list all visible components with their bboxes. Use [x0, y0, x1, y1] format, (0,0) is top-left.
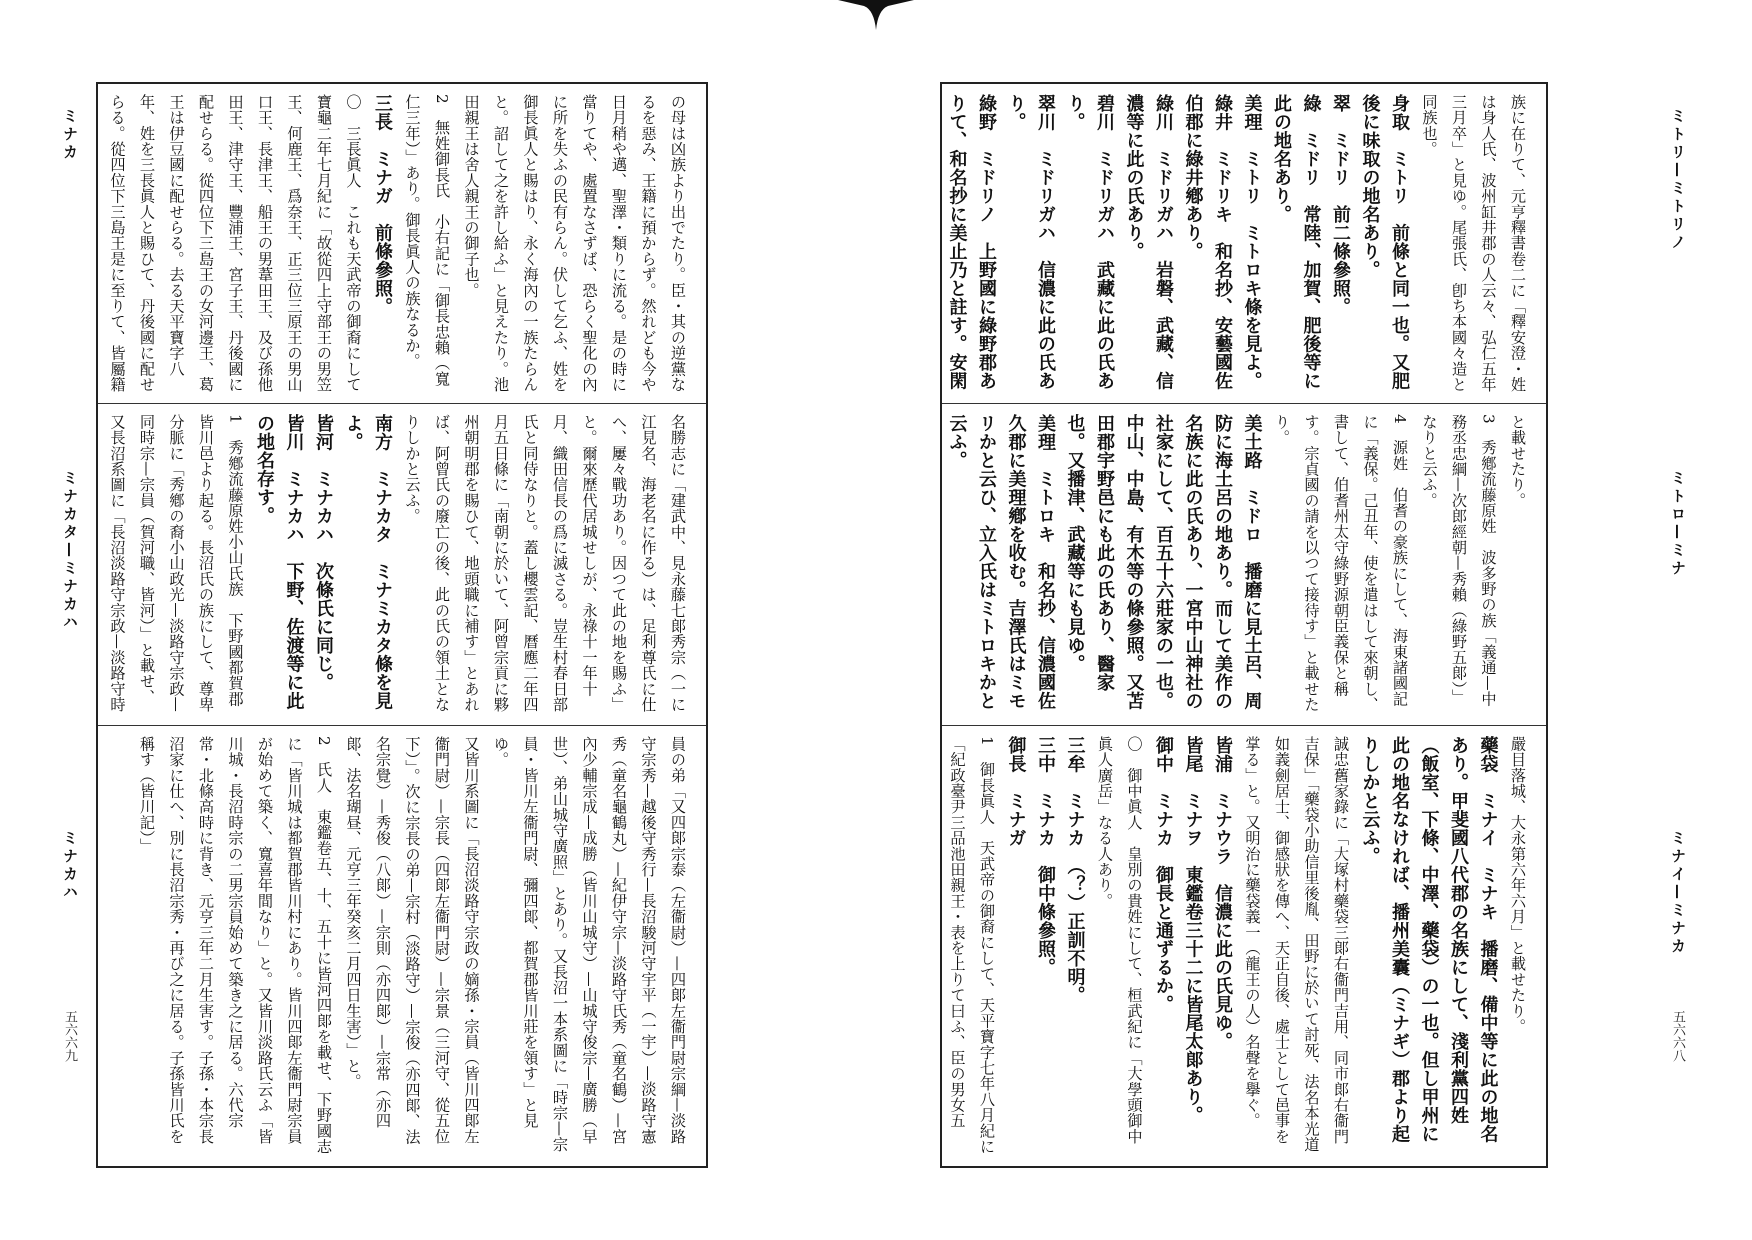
entry-text: 2 氏人 東鑑卷五、十、五十に皆河四郞を載せ、下野國志に「皆川城は都賀郡皆川村にあり。皆川四郞左衞門尉宗員が始めて築く、寬喜年間なり」と。又皆川淡路氏云ふ「皆川城・長沼時宗の二男宗員始めて築き之に居る。六代宗常・北條高時に背き、元亨三年二月生害す。子孫・本宗長沼家に仕へ、別に長沼宗秀・再び之に居る。子孫皆川氏を稱す（皆川記）」: [138, 736, 333, 1155]
entry-heading: 翠 ミドリ 前二條參照。: [1330, 94, 1351, 316]
entry-text: 又皆川系圖に「長沼淡路守宗政の嫡孫・宗員（皆川四郞左衞門尉）—宗長（四郞左衞門尉）—宗景（三河守、從五位下）」。次に宗長の弟—宗村（淡路守）—宗俊（亦四郞、法名宗覺）—秀俊（八郞）—宗則（亦四郞）—宗常（亦四郞、法名瑚昼、元亨三年癸亥二月四日生害）」と。: [344, 736, 481, 1145]
right-text-frame: [940, 82, 1548, 1168]
entry-heading: 三牟 ミナカ （？）正訓不明。: [1064, 736, 1086, 1005]
entry-heading: 綠井 ミドリキ 和名抄、安藝國佐伯郡に綠井鄕あり。: [1182, 94, 1233, 390]
entry-heading: 綠 ミドリ 常陸、加賀、肥後等に此の地名あり。: [1271, 94, 1322, 390]
left-band-upper-text: [98, 94, 692, 393]
entry-heading: 翠川 ミドリガハ 信濃に此の氏あり。: [1005, 94, 1056, 390]
entry-heading: 綠川 ミドリガハ 岩磐、武藏、信濃等に此の氏あり。: [1123, 94, 1174, 390]
entry-text: 名勝志に「建武中、見永藤七郞秀宗（一に江見名、海老名に作る）は、足利尊氏に仕へ、屢々戰功あり。因つて此の地を賜ふ」と。爾來歷代居城せしが、永祿十一年十月、織田信長の爲に滅さる。豈生村春日部氏と同侍なりと。蓋し櫻雲記、曆應二年四月五日條に「南朝に於いて、阿曾宗貢に夥州朝明郡を賜ひて、地頭職に補す」とあれば、阿曾氏の廢亡の後、此の氏の領土となりしかと云ふ。: [403, 414, 687, 713]
left-text-frame: [96, 82, 708, 1168]
entry-heading: 三長 ミナガ 前條參照。: [372, 94, 393, 316]
left-guide-mid: ミナカタ—ミナカハ: [61, 470, 79, 632]
left-band-upper: [98, 84, 706, 404]
entry-text: 1 御長眞人 天武帝の御裔にして、天平寶字七年八月紀に「紀政臺尹三品池田親王・表を上りて曰ふ、臣の男女五: [948, 736, 996, 1155]
right-guide-top: ミトリ—ミトリノ: [1669, 108, 1687, 252]
left-guide-bot: ミナカハ: [61, 830, 79, 902]
entry-heading: 皆浦 ミナウラ 信濃に此の氏見ゆ。: [1212, 736, 1233, 1051]
left-band-lower: [98, 726, 706, 1166]
entry-text: 員の弟「又四郞宗泰（左衞尉）—四郞左衞門尉宗綱—淡路守宗秀—越後守秀行—長沼駿河守宇平（一宇）—淡路守憲秀（童名龜鶴丸）—紀伊守宗—淡路守氏秀（童名鶴）—宮內少輔宗成—成勝（皆川山城守）—山城守俊宗—廣勝（早世）、弟山城守廣照」とあり。又長沼一本系圖に「時宗—宗員・皆川左衞門尉、彌四郞、都賀郡皆川莊を領す」と見ゆ。: [492, 736, 687, 1153]
entry-heading: 皆尾 ミナヲ 東鑑卷三十二に皆尾太郞あり。: [1182, 736, 1204, 1125]
entry-heading: 碧川 ミドリガハ 武藏に此の氏あり。: [1064, 94, 1115, 390]
entry-heading: 藥袋 ミナイ ミナキ 播磨、備中等に此の地名あり。甲斐國八代郡の名族にして、淺利黨四姓（飯室、下條、中澤、藥袋）の一也。但し甲州に此の地名なければ、播州美囊（ミナギ）郡より起りしかと云ふ。: [1359, 736, 1499, 1143]
entry-text: 3 秀鄕流藤原姓 波多野の族「義通—中務丞忠綱—次郎經朝—秀賴（綠野五郞）」なりと云ふ。: [1420, 414, 1498, 707]
entry-text: 嚴目落城、大永第六年六月」と載せたり。: [1509, 736, 1527, 1035]
entry-text: 4 源姓 伯耆の豪族にして、海東諸國記に「義保。己丑年、使を遣はして來朝し、書して、伯耆州太守綠野源朝臣義保と稱す。宗貞國の請を以つて接待す」と載せたり。: [1273, 414, 1409, 713]
entry-text: 〇 御中眞人 皇別の貴姓にして、桓武紀に「大學頭御中眞人廣岳」なる人あり。: [1096, 736, 1144, 1145]
entry-heading: 美土路 ミドロ 播磨に見土呂、周防に海土呂の地あり。而して美作の名族に此の氏あり、一宮中山神社の社家にして、百五十六莊家の一也。中山、中島、有木等の條參照。又苫田郡宇野邑にも此の氏あり、醫家也。又播津、武藏等にも見ゆ。: [1064, 414, 1263, 710]
entry-text: 誠忠舊家錄に「大塚村藥袋三郞右衞門吉用、同市郞右衞門吉保」「藥袋小助信里後胤、田野に於いて討死、法名本光道如義劍居士、御感狀を傳へ、天正自後、處士として邑事を掌る」と。又明治に藥袋義一（龍王の人）名聲を擧ぐ。: [1243, 736, 1350, 1153]
left-page-number: 五六六九: [62, 1010, 77, 1062]
entry-text: 族に在りて、元亨釋書卷二に「釋安澄・姓は身人氏、波州缸井郡の人云々、弘仁五年三月卒」と見ゆ。尾張氏、卽ち本國々造と同族也。: [1420, 94, 1527, 393]
left-band-middle-text: [98, 414, 692, 715]
right-guide-bot: ミナイ—ミナカ: [1669, 830, 1687, 956]
right-band-middle: [942, 404, 1546, 726]
entry-heading: 皆川 ミナカハ 下野、佐渡等に此の地名存す。: [254, 414, 305, 710]
binding-spine-mark: [838, 0, 914, 34]
left-band-lower-text: [132, 736, 693, 1156]
left-band-middle: [98, 404, 706, 726]
entry-heading: 御長 ミナガ: [1005, 736, 1027, 847]
entry-heading: 美理 ミトロキ 和名抄、信濃國佐久郡に美理鄕を收む。吉澤氏はミモリかと云ひ、立入氏はミトロキかと云ふ。: [946, 414, 1056, 710]
entry-heading: 美理 ミトリ ミトロキ條を見よ。: [1241, 94, 1263, 390]
entry-heading: 身取 ミトリ 前條と同一也。又肥後に味取の地名あり。: [1359, 94, 1410, 390]
right-band-middle-text: [942, 414, 1532, 715]
entry-text: の母は凶族より出でたり。臣・其の逆黨なるを惡み、王籍に預からず。然れども今や日月稍や邁、聖澤・類りに流る。是の時に當りてや、處置なさずば、恐らく聖化の內に所を失ふの民有らん。伏して乞ふ、姓を御長眞人と賜はり、永く海內の一族たらんと。詔して之を許し給ふ」と見えたり。池田親王は舍人親王の御子也。: [462, 94, 687, 393]
entry-heading: 三中 ミナカ 御中條參照。: [1035, 736, 1056, 977]
entry-text: と載せたり。: [1509, 414, 1527, 509]
entry-heading: 皆河 ミナカハ 次條氏に同じ。: [313, 414, 334, 692]
left-guide-top: ミナカ: [61, 108, 79, 162]
entry-heading: 綠野 ミドリノ 上野國に綠野郡ありて、和名抄に美止乃と註す。安閑: [946, 94, 997, 390]
right-band-lower: [942, 726, 1546, 1166]
right-guide-mid: ミトロ—ミナ: [1669, 470, 1687, 578]
entry-heading: 御中 ミナカ 御長と通ずるか。: [1153, 736, 1174, 1014]
entry-heading: 南方 ミナカタ ミナミカタ條を見よ。: [342, 414, 393, 710]
right-band-lower-text: [942, 736, 1532, 1156]
right-band-upper-text: [942, 94, 1532, 393]
entry-text: 〇 三長眞人 これも天武帝の御裔にして寶龜二年七月紀に「故從四上守部王の男笠王、何鹿王、爲奈王、正三位三原王の男山口王、長津王、船王の男葦田王、及び孫他田王、津守王、豐浦王、宮子王、丹後國に配せらる。從四位下三島王の女河邊王、葛王は伊豆國に配せらる。去る天平寶字八年、姓を三長眞人と賜ひて、丹後國に配せらる。從四位下三島王是に至りて、皆屬籍: [108, 94, 363, 393]
entry-text: 1 秀鄕流藤原姓小山氏族 下野國都賀郡皆川邑より起る。長沼氏の族にして、尊卑分脈に「秀鄕の裔小山政光—淡路守宗政—同時宗—宗員（賀河職、皆河）」と載せ、又長沼系圖に「長沼淡路守宗政—淡路守時: [108, 414, 245, 713]
entry-text: 2 無姓御長氏 小右記に「御長忠賴（寬仁三年）」あり。御長眞人の族なるか。: [403, 94, 451, 387]
right-page-number: 五六六八: [1670, 1010, 1685, 1062]
right-band-upper: [942, 84, 1546, 404]
